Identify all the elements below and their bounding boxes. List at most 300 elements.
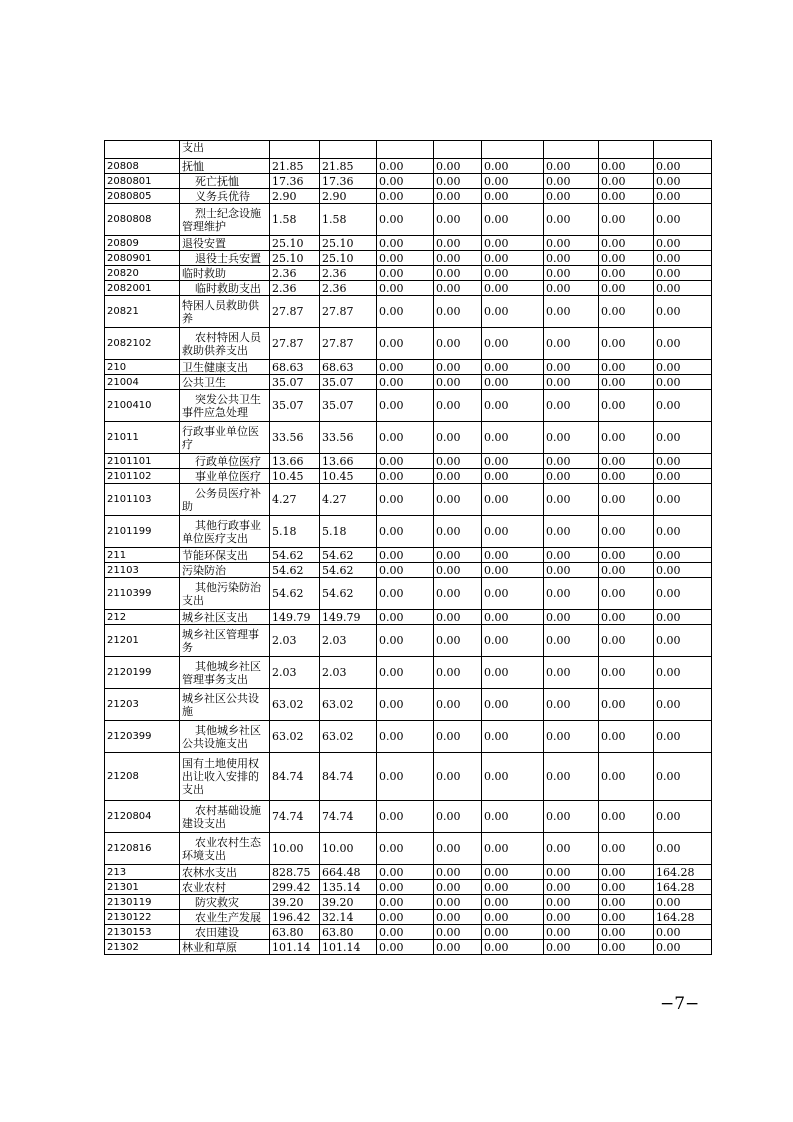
subject-name-cell: 其他行政事业单位医疗支出 <box>180 516 270 548</box>
subject-code-cell: 2110399 <box>105 578 180 610</box>
subject-code-cell: 20809 <box>105 236 180 251</box>
table-row <box>105 880 712 895</box>
amount-cell: 0.00 <box>377 390 434 422</box>
amount-cell: 0.00 <box>482 296 544 328</box>
amount-cell: 0.00 <box>654 925 712 940</box>
subject-name-cell: 突发公共卫生事件应急处理 <box>180 390 270 422</box>
amount-cell: 0.00 <box>482 721 544 753</box>
amount-cell: 13.66 <box>320 454 377 469</box>
subject-name-cell: 抚恤 <box>180 159 270 174</box>
subject-name-cell: 农林水支出 <box>180 865 270 880</box>
amount-cell: 0.00 <box>544 266 599 281</box>
amount-cell: 35.07 <box>320 390 377 422</box>
table-row <box>105 159 712 174</box>
amount-cell: 0.00 <box>544 865 599 880</box>
amount-cell: 35.07 <box>320 375 377 390</box>
amount-cell: 27.87 <box>270 296 320 328</box>
table-row <box>105 484 712 516</box>
amount-cell: 0.00 <box>599 880 654 895</box>
amount-cell: 0.00 <box>654 360 712 375</box>
amount-cell: 0.00 <box>599 625 654 657</box>
table-row <box>105 266 712 281</box>
amount-cell: 0.00 <box>544 753 599 801</box>
amount-cell: 0.00 <box>482 422 544 454</box>
amount-cell: 149.79 <box>320 610 377 625</box>
amount-cell: 196.42 <box>270 910 320 925</box>
amount-cell: 0.00 <box>544 910 599 925</box>
amount-cell: 0.00 <box>599 925 654 940</box>
amount-cell: 0.00 <box>482 895 544 910</box>
amount-cell: 2.03 <box>270 625 320 657</box>
subject-code-cell: 21208 <box>105 753 180 801</box>
subject-name-cell: 退役安置 <box>180 236 270 251</box>
subject-name-cell: 其他城乡社区管理事务支出 <box>180 657 270 689</box>
amount-cell: 84.74 <box>320 753 377 801</box>
amount-cell: 0.00 <box>544 251 599 266</box>
amount-cell: 0.00 <box>544 833 599 865</box>
amount-cell: 63.80 <box>320 925 377 940</box>
table-row <box>105 833 712 865</box>
amount-cell: 0.00 <box>654 484 712 516</box>
amount-cell: 0.00 <box>544 610 599 625</box>
table-row <box>105 422 712 454</box>
amount-cell: 0.00 <box>434 454 482 469</box>
amount-cell: 0.00 <box>654 281 712 296</box>
amount-cell: 0.00 <box>377 578 434 610</box>
amount-cell: 0.00 <box>377 548 434 563</box>
subject-name-cell: 烈士纪念设施管理维护 <box>180 204 270 236</box>
amount-cell: 135.14 <box>320 880 377 895</box>
amount-cell: 0.00 <box>377 625 434 657</box>
amount-cell: 0.00 <box>654 895 712 910</box>
subject-name-cell: 义务兵优待 <box>180 189 270 204</box>
amount-cell: 2.03 <box>320 657 377 689</box>
amount-cell: 5.18 <box>320 516 377 548</box>
amount-cell: 0.00 <box>377 360 434 375</box>
subject-name-cell: 临时救助 <box>180 266 270 281</box>
amount-cell: 0.00 <box>377 689 434 721</box>
amount-cell: 0.00 <box>654 390 712 422</box>
subject-name-cell: 行政事业单位医疗 <box>180 422 270 454</box>
amount-cell: 2.03 <box>320 625 377 657</box>
amount-cell: 0.00 <box>482 865 544 880</box>
amount-cell <box>270 141 320 159</box>
subject-name-cell: 林业和草原 <box>180 940 270 955</box>
subject-code-cell: 21004 <box>105 375 180 390</box>
table-body <box>105 141 712 955</box>
subject-code-cell: 2101102 <box>105 469 180 484</box>
amount-cell: 0.00 <box>599 895 654 910</box>
amount-cell: 0.00 <box>482 484 544 516</box>
amount-cell <box>377 141 434 159</box>
subject-name-cell: 农村基础设施建设支出 <box>180 801 270 833</box>
amount-cell: 0.00 <box>377 204 434 236</box>
amount-cell: 35.07 <box>270 390 320 422</box>
amount-cell: 0.00 <box>544 390 599 422</box>
amount-cell: 2.36 <box>270 266 320 281</box>
amount-cell: 63.02 <box>270 689 320 721</box>
amount-cell: 63.02 <box>320 689 377 721</box>
amount-cell: 664.48 <box>320 865 377 880</box>
amount-cell: 0.00 <box>434 940 482 955</box>
amount-cell: 0.00 <box>434 548 482 563</box>
subject-code-cell: 2120199 <box>105 657 180 689</box>
amount-cell: 0.00 <box>654 204 712 236</box>
amount-cell: 149.79 <box>270 610 320 625</box>
table-row <box>105 801 712 833</box>
amount-cell: 0.00 <box>654 563 712 578</box>
amount-cell: 2.36 <box>270 281 320 296</box>
amount-cell: 0.00 <box>654 548 712 563</box>
amount-cell: 0.00 <box>599 174 654 189</box>
amount-cell: 0.00 <box>434 422 482 454</box>
amount-cell: 0.00 <box>434 833 482 865</box>
amount-cell: 84.74 <box>270 753 320 801</box>
amount-cell: 0.00 <box>434 801 482 833</box>
amount-cell: 68.63 <box>270 360 320 375</box>
amount-cell: 0.00 <box>377 721 434 753</box>
amount-cell: 0.00 <box>599 328 654 360</box>
subject-code-cell: 2080808 <box>105 204 180 236</box>
amount-cell: 0.00 <box>434 721 482 753</box>
amount-cell: 35.07 <box>270 375 320 390</box>
subject-name-cell: 临时救助支出 <box>180 281 270 296</box>
amount-cell: 0.00 <box>599 484 654 516</box>
amount-cell: 0.00 <box>434 484 482 516</box>
amount-cell: 2.36 <box>320 266 377 281</box>
amount-cell: 0.00 <box>544 159 599 174</box>
amount-cell <box>482 141 544 159</box>
amount-cell <box>434 141 482 159</box>
subject-code-cell: 212 <box>105 610 180 625</box>
table-row <box>105 925 712 940</box>
amount-cell: 0.00 <box>544 328 599 360</box>
subject-code-cell <box>105 141 180 159</box>
amount-cell: 0.00 <box>482 689 544 721</box>
subject-code-cell: 211 <box>105 548 180 563</box>
amount-cell: 0.00 <box>434 657 482 689</box>
amount-cell: 0.00 <box>434 469 482 484</box>
amount-cell: 0.00 <box>599 159 654 174</box>
amount-cell: 39.20 <box>270 895 320 910</box>
amount-cell: 0.00 <box>599 422 654 454</box>
amount-cell: 4.27 <box>320 484 377 516</box>
amount-cell: 101.14 <box>320 940 377 955</box>
table-row <box>105 204 712 236</box>
amount-cell: 0.00 <box>434 563 482 578</box>
amount-cell: 0.00 <box>654 328 712 360</box>
subject-code-cell: 21203 <box>105 689 180 721</box>
amount-cell: 0.00 <box>482 925 544 940</box>
amount-cell: 0.00 <box>434 204 482 236</box>
amount-cell: 0.00 <box>544 925 599 940</box>
amount-cell: 0.00 <box>434 689 482 721</box>
amount-cell: 0.00 <box>377 174 434 189</box>
amount-cell: 0.00 <box>377 484 434 516</box>
subject-code-cell: 2130122 <box>105 910 180 925</box>
subject-code-cell: 2120804 <box>105 801 180 833</box>
amount-cell: 10.00 <box>320 833 377 865</box>
amount-cell: 0.00 <box>434 236 482 251</box>
subject-code-cell: 2130119 <box>105 895 180 910</box>
amount-cell: 0.00 <box>544 548 599 563</box>
amount-cell: 0.00 <box>434 610 482 625</box>
amount-cell: 25.10 <box>270 236 320 251</box>
amount-cell: 0.00 <box>377 296 434 328</box>
table-row <box>105 940 712 955</box>
amount-cell: 0.00 <box>377 753 434 801</box>
subject-code-cell: 20820 <box>105 266 180 281</box>
amount-cell: 0.00 <box>482 657 544 689</box>
amount-cell: 54.62 <box>270 548 320 563</box>
subject-name-cell: 城乡社区管理事务 <box>180 625 270 657</box>
table-row <box>105 390 712 422</box>
amount-cell: 101.14 <box>270 940 320 955</box>
amount-cell: 10.00 <box>270 833 320 865</box>
amount-cell: 13.66 <box>270 454 320 469</box>
amount-cell: 0.00 <box>544 360 599 375</box>
amount-cell: 164.28 <box>654 865 712 880</box>
subject-name-cell: 城乡社区支出 <box>180 610 270 625</box>
amount-cell: 0.00 <box>482 251 544 266</box>
amount-cell: 27.87 <box>320 328 377 360</box>
amount-cell: 0.00 <box>654 251 712 266</box>
table-row <box>105 895 712 910</box>
amount-cell: 0.00 <box>482 516 544 548</box>
subject-code-cell: 2120399 <box>105 721 180 753</box>
amount-cell: 0.00 <box>544 625 599 657</box>
amount-cell: 0.00 <box>377 375 434 390</box>
amount-cell: 0.00 <box>654 296 712 328</box>
subject-name-cell: 农业生产发展 <box>180 910 270 925</box>
table-row <box>105 910 712 925</box>
amount-cell: 0.00 <box>482 469 544 484</box>
amount-cell: 0.00 <box>544 484 599 516</box>
amount-cell: 0.00 <box>654 375 712 390</box>
amount-cell: 21.85 <box>270 159 320 174</box>
amount-cell: 0.00 <box>434 753 482 801</box>
amount-cell: 63.80 <box>270 925 320 940</box>
amount-cell: 0.00 <box>377 895 434 910</box>
table-row <box>105 281 712 296</box>
amount-cell: 0.00 <box>377 266 434 281</box>
subject-code-cell: 20808 <box>105 159 180 174</box>
amount-cell: 74.74 <box>270 801 320 833</box>
amount-cell: 0.00 <box>544 236 599 251</box>
amount-cell: 0.00 <box>377 469 434 484</box>
amount-cell: 299.42 <box>270 880 320 895</box>
amount-cell: 0.00 <box>482 174 544 189</box>
subject-code-cell: 2101199 <box>105 516 180 548</box>
amount-cell: 0.00 <box>544 375 599 390</box>
subject-name-cell: 城乡社区公共设施 <box>180 689 270 721</box>
amount-cell: 164.28 <box>654 910 712 925</box>
table-row <box>105 625 712 657</box>
subject-code-cell: 2080805 <box>105 189 180 204</box>
subject-name-cell: 死亡抚恤 <box>180 174 270 189</box>
amount-cell: 0.00 <box>434 296 482 328</box>
amount-cell: 0.00 <box>654 657 712 689</box>
amount-cell: 27.87 <box>270 328 320 360</box>
amount-cell: 10.45 <box>320 469 377 484</box>
subject-code-cell: 2080901 <box>105 251 180 266</box>
subject-code-cell: 210 <box>105 360 180 375</box>
amount-cell: 54.62 <box>270 578 320 610</box>
amount-cell: 0.00 <box>482 189 544 204</box>
amount-cell: 54.62 <box>270 563 320 578</box>
amount-cell: 0.00 <box>654 516 712 548</box>
subject-code-cell: 21301 <box>105 880 180 895</box>
amount-cell: 0.00 <box>434 390 482 422</box>
subject-name-cell: 支出 <box>180 141 270 159</box>
amount-cell: 63.02 <box>270 721 320 753</box>
amount-cell: 1.58 <box>270 204 320 236</box>
subject-code-cell: 2130153 <box>105 925 180 940</box>
amount-cell: 0.00 <box>482 625 544 657</box>
amount-cell: 0.00 <box>599 469 654 484</box>
table-row <box>105 865 712 880</box>
amount-cell: 33.56 <box>320 422 377 454</box>
table-row <box>105 578 712 610</box>
amount-cell: 0.00 <box>377 865 434 880</box>
amount-cell: 74.74 <box>320 801 377 833</box>
amount-cell: 0.00 <box>482 454 544 469</box>
amount-cell: 0.00 <box>377 159 434 174</box>
table-row <box>105 469 712 484</box>
amount-cell: 0.00 <box>482 204 544 236</box>
amount-cell: 0.00 <box>544 422 599 454</box>
amount-cell: 0.00 <box>377 925 434 940</box>
subject-name-cell: 其他污染防治支出 <box>180 578 270 610</box>
amount-cell: 0.00 <box>544 563 599 578</box>
amount-cell: 0.00 <box>544 689 599 721</box>
amount-cell: 0.00 <box>599 204 654 236</box>
amount-cell: 0.00 <box>654 159 712 174</box>
subject-code-cell: 21103 <box>105 563 180 578</box>
subject-name-cell: 农村特困人员救助供养支出 <box>180 328 270 360</box>
subject-name-cell: 其他城乡社区公共设施支出 <box>180 721 270 753</box>
amount-cell: 0.00 <box>377 833 434 865</box>
amount-cell: 0.00 <box>482 833 544 865</box>
amount-cell: 0.00 <box>544 657 599 689</box>
subject-name-cell: 农业农村 <box>180 880 270 895</box>
subject-code-cell: 21302 <box>105 940 180 955</box>
amount-cell: 0.00 <box>434 266 482 281</box>
table-row <box>105 375 712 390</box>
amount-cell: 4.27 <box>270 484 320 516</box>
table-row <box>105 563 712 578</box>
amount-cell: 0.00 <box>599 266 654 281</box>
amount-cell: 0.00 <box>377 657 434 689</box>
subject-name-cell: 农田建设 <box>180 925 270 940</box>
amount-cell: 0.00 <box>377 422 434 454</box>
amount-cell: 0.00 <box>482 940 544 955</box>
amount-cell: 0.00 <box>434 174 482 189</box>
amount-cell: 2.03 <box>270 657 320 689</box>
amount-cell: 17.36 <box>270 174 320 189</box>
amount-cell: 0.00 <box>434 360 482 375</box>
amount-cell: 21.85 <box>320 159 377 174</box>
amount-cell: 0.00 <box>482 548 544 563</box>
amount-cell: 0.00 <box>654 469 712 484</box>
amount-cell: 0.00 <box>599 236 654 251</box>
amount-cell: 0.00 <box>544 880 599 895</box>
amount-cell: 0.00 <box>599 578 654 610</box>
amount-cell: 0.00 <box>544 578 599 610</box>
amount-cell: 17.36 <box>320 174 377 189</box>
amount-cell: 0.00 <box>434 865 482 880</box>
amount-cell: 0.00 <box>654 422 712 454</box>
amount-cell: 63.02 <box>320 721 377 753</box>
amount-cell: 0.00 <box>654 625 712 657</box>
amount-cell: 0.00 <box>599 375 654 390</box>
amount-cell: 0.00 <box>377 610 434 625</box>
amount-cell: 0.00 <box>434 189 482 204</box>
amount-cell: 0.00 <box>654 189 712 204</box>
subject-name-cell: 农业农村生态环境支出 <box>180 833 270 865</box>
amount-cell: 0.00 <box>544 296 599 328</box>
amount-cell: 0.00 <box>599 610 654 625</box>
amount-cell: 0.00 <box>482 375 544 390</box>
subject-code-cell: 20821 <box>105 296 180 328</box>
amount-cell: 0.00 <box>434 375 482 390</box>
amount-cell: 0.00 <box>654 174 712 189</box>
amount-cell: 0.00 <box>482 159 544 174</box>
amount-cell: 0.00 <box>599 548 654 563</box>
amount-cell: 0.00 <box>434 281 482 296</box>
amount-cell: 0.00 <box>482 578 544 610</box>
amount-cell: 0.00 <box>482 753 544 801</box>
amount-cell: 0.00 <box>377 801 434 833</box>
amount-cell: 0.00 <box>482 281 544 296</box>
amount-cell: 0.00 <box>377 940 434 955</box>
amount-cell: 0.00 <box>482 910 544 925</box>
amount-cell: 0.00 <box>482 563 544 578</box>
amount-cell: 164.28 <box>654 880 712 895</box>
amount-cell: 0.00 <box>599 801 654 833</box>
subject-code-cell: 2101101 <box>105 454 180 469</box>
table-row <box>105 251 712 266</box>
amount-cell: 2.90 <box>270 189 320 204</box>
amount-cell: 0.00 <box>599 251 654 266</box>
budget-expenditure-table <box>104 140 712 955</box>
amount-cell: 0.00 <box>434 910 482 925</box>
table-row <box>105 141 712 159</box>
amount-cell: 0.00 <box>599 360 654 375</box>
table-row <box>105 236 712 251</box>
amount-cell <box>544 141 599 159</box>
amount-cell: 0.00 <box>544 895 599 910</box>
subject-code-cell: 2082001 <box>105 281 180 296</box>
amount-cell: 0.00 <box>544 189 599 204</box>
subject-code-cell: 2082102 <box>105 328 180 360</box>
amount-cell: 0.00 <box>434 328 482 360</box>
amount-cell: 0.00 <box>599 454 654 469</box>
amount-cell: 0.00 <box>434 895 482 910</box>
amount-cell: 0.00 <box>599 689 654 721</box>
table-row <box>105 360 712 375</box>
amount-cell: 0.00 <box>599 753 654 801</box>
subject-name-cell: 卫生健康支出 <box>180 360 270 375</box>
subject-name-cell: 事业单位医疗 <box>180 469 270 484</box>
table-row <box>105 689 712 721</box>
amount-cell: 2.36 <box>320 281 377 296</box>
amount-cell: 0.00 <box>654 236 712 251</box>
amount-cell: 54.62 <box>320 548 377 563</box>
amount-cell: 5.18 <box>270 516 320 548</box>
amount-cell: 0.00 <box>482 266 544 281</box>
amount-cell: 0.00 <box>599 833 654 865</box>
